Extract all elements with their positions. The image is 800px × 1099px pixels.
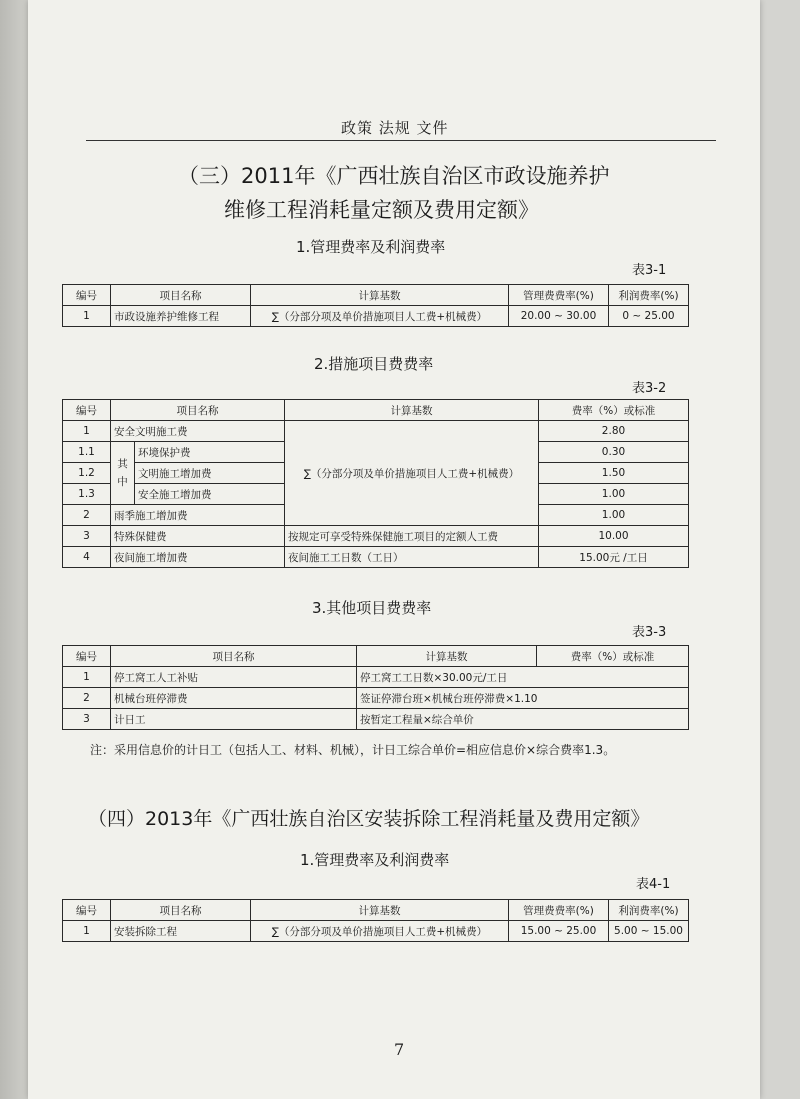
col-header: 编号 xyxy=(63,646,111,667)
table-3-3-label: 表3-3 xyxy=(632,625,667,640)
book-spine-edge xyxy=(0,0,28,1099)
col-header: 项目名称 xyxy=(111,900,251,921)
cell: 停工窝工工日数×30.00元/工日 xyxy=(357,667,689,688)
col-header: 管理费费率(%) xyxy=(509,285,609,306)
cell: 计日工 xyxy=(111,709,357,730)
cell: 1.3 xyxy=(63,484,111,505)
header-divider xyxy=(86,140,716,141)
col-header: 费率（%）或标准 xyxy=(537,646,689,667)
cell: 2 xyxy=(63,505,111,526)
cell: 1 xyxy=(63,667,111,688)
col-header: 计算基数 xyxy=(251,900,509,921)
cell: 停工窝工人工补贴 xyxy=(111,667,357,688)
table-header-row xyxy=(63,400,689,421)
cell: 安全施工增加费 xyxy=(135,484,285,505)
cell: 1.00 xyxy=(539,505,689,526)
table-row xyxy=(63,526,689,547)
cell: 2 xyxy=(63,688,111,709)
table-header-row xyxy=(63,646,689,667)
page-number: 7 xyxy=(394,1040,405,1059)
table-3-2 xyxy=(62,399,689,568)
cell: 特殊保健费 xyxy=(111,526,285,547)
section4-sub1-title: 1.管理费率及利润费率 xyxy=(300,851,450,869)
cell: 夜间施工增加费 xyxy=(111,547,285,568)
cell-group-label: 其中 xyxy=(111,442,135,505)
cell: 5.00 ~ 15.00 xyxy=(609,921,689,942)
cell: 2.80 xyxy=(539,421,689,442)
section3-title-line2: 维修工程消耗量定额及费用定额》 xyxy=(224,198,539,222)
section4-title: （四）2013年《广西壮族自治区安装拆除工程消耗量及费用定额》 xyxy=(88,808,650,830)
col-header: 利润费率(%) xyxy=(609,285,689,306)
table-3-1 xyxy=(62,284,689,327)
col-header: 项目名称 xyxy=(111,646,357,667)
col-header: 项目名称 xyxy=(111,400,285,421)
cell: 1 xyxy=(63,306,111,327)
col-header: 编号 xyxy=(63,400,111,421)
table-header-row xyxy=(63,285,689,306)
table-3-2-label: 表3-2 xyxy=(632,381,667,396)
section3-sub3-title: 3.其他项目费费率 xyxy=(312,599,432,617)
cell: 安全文明施工费 xyxy=(111,421,285,442)
section3-title-line1: （三）2011年《广西壮族自治区市政设施养护 xyxy=(178,164,610,188)
cell: ∑（分部分项及单价措施项目人工费+机械费） xyxy=(251,921,509,942)
table-3-1-label: 表3-1 xyxy=(632,263,667,278)
col-header: 利润费率(%) xyxy=(609,900,689,921)
cell: 1 xyxy=(63,421,111,442)
running-header: 政策 法规 文件 xyxy=(341,119,449,137)
section3-sub1-title: 1.管理费率及利润费率 xyxy=(296,238,446,256)
cell: 1 xyxy=(63,921,111,942)
cell: 1.2 xyxy=(63,463,111,484)
col-header: 费率（%）或标准 xyxy=(539,400,689,421)
table-row xyxy=(63,547,689,568)
cell: 文明施工增加费 xyxy=(135,463,285,484)
table-row xyxy=(63,306,689,327)
cell: 10.00 xyxy=(539,526,689,547)
col-header: 计算基数 xyxy=(357,646,537,667)
col-header: 编号 xyxy=(63,285,111,306)
col-header: 管理费费率(%) xyxy=(509,900,609,921)
cell: 雨季施工增加费 xyxy=(111,505,285,526)
footnote: 注：采用信息价的计日工（包括人工、材料、机械），计日工综合单价=相应信息价×综合费率1.3。 xyxy=(90,743,616,757)
cell: 1.00 xyxy=(539,484,689,505)
col-header: 计算基数 xyxy=(285,400,539,421)
cell: 签证停滞台班×机械台班停滞费×1.10 xyxy=(357,688,689,709)
cell: 按规定可享受特殊保健施工项目的定额人工费 xyxy=(285,526,539,547)
cell: 3 xyxy=(63,526,111,547)
table-header-row xyxy=(63,900,689,921)
cell: ∑（分部分项及单价措施项目人工费+机械费） xyxy=(251,306,509,327)
cell: 环境保护费 xyxy=(135,442,285,463)
cell: 20.00 ~ 30.00 xyxy=(509,306,609,327)
col-header: 项目名称 xyxy=(111,285,251,306)
cell: 夜间施工工日数（工日） xyxy=(285,547,539,568)
cell-shared-base: ∑（分部分项及单价措施项目人工费+机械费） xyxy=(285,421,539,526)
cell: 市政设施养护维修工程 xyxy=(111,306,251,327)
cell: 15.00 ~ 25.00 xyxy=(509,921,609,942)
table-row xyxy=(63,421,689,442)
table-row xyxy=(63,688,689,709)
cell: 15.00元 /工日 xyxy=(539,547,689,568)
table-3-3 xyxy=(62,645,689,730)
cell: 按暂定工程量×综合单价 xyxy=(357,709,689,730)
cell: 0.30 xyxy=(539,442,689,463)
col-header: 计算基数 xyxy=(251,285,509,306)
table-row xyxy=(63,667,689,688)
table-4-1 xyxy=(62,899,689,942)
cell: 0 ~ 25.00 xyxy=(609,306,689,327)
document-page xyxy=(28,0,760,1099)
col-header: 编号 xyxy=(63,900,111,921)
table-4-1-label: 表4-1 xyxy=(636,877,671,892)
cell: 1.50 xyxy=(539,463,689,484)
table-row xyxy=(63,709,689,730)
cell: 机械台班停滞费 xyxy=(111,688,357,709)
cell: 安装拆除工程 xyxy=(111,921,251,942)
cell: 3 xyxy=(63,709,111,730)
cell: 1.1 xyxy=(63,442,111,463)
section3-sub2-title: 2.措施项目费费率 xyxy=(314,355,434,373)
cell: 4 xyxy=(63,547,111,568)
table-row xyxy=(63,921,689,942)
